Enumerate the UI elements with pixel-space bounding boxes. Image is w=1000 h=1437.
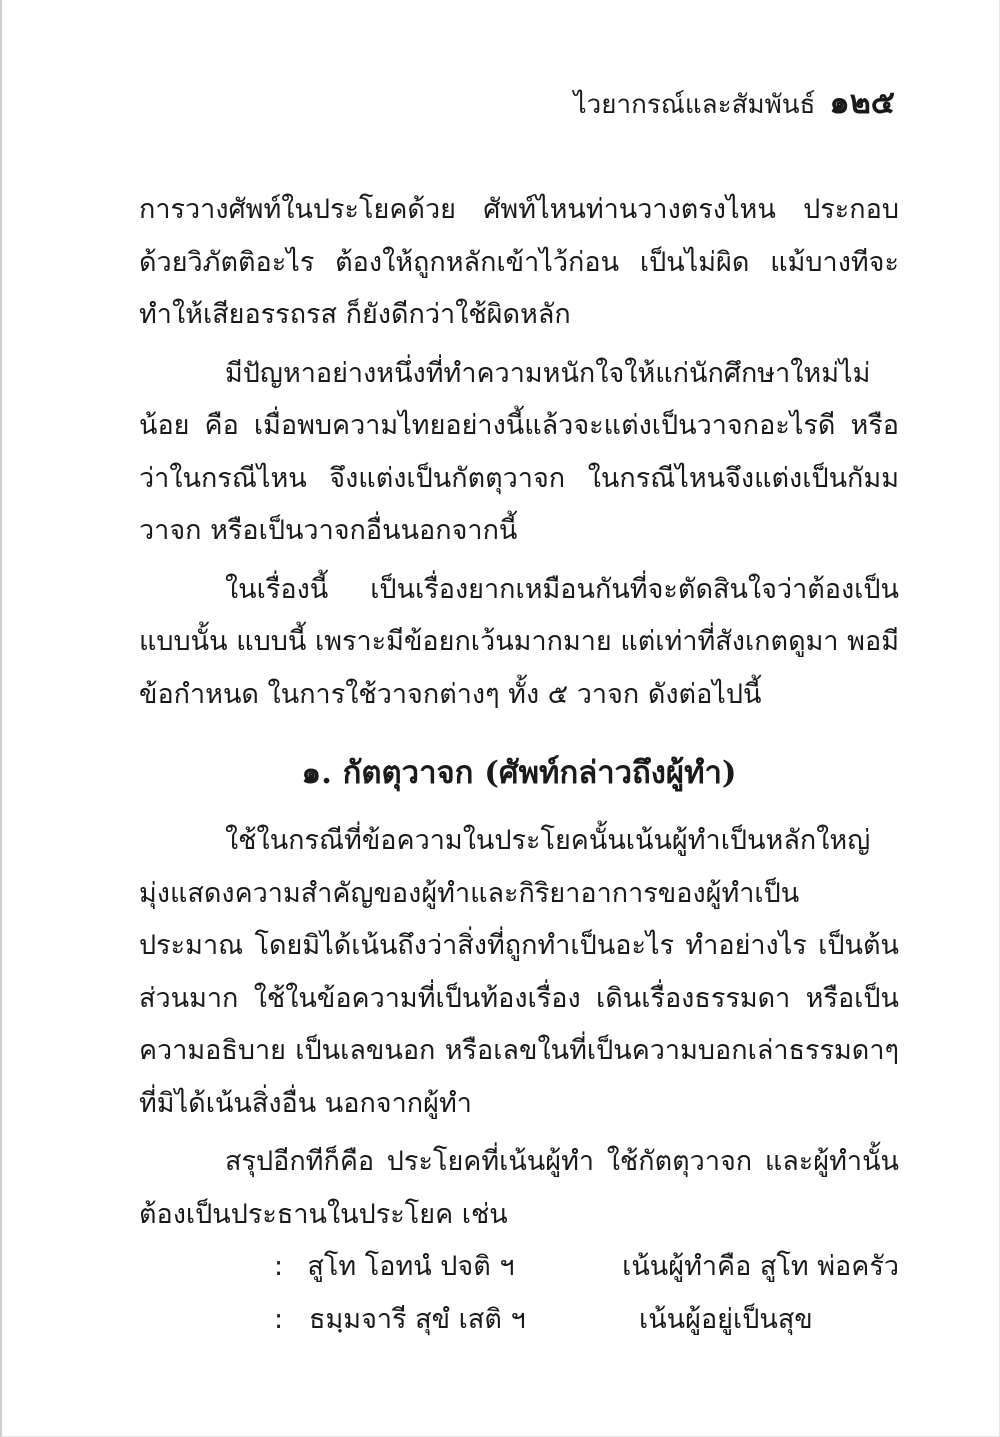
body-text xyxy=(139,184,899,1346)
running-header xyxy=(574,78,895,129)
example-row xyxy=(139,1241,899,1294)
example-marker: : xyxy=(274,1303,284,1335)
example-row xyxy=(139,1294,899,1347)
example-gloss: เน้นผู้อยู่เป็นสุข xyxy=(639,1303,813,1335)
section-paragraph-2: สรุปอีกทีก็คือ ประโยคที่เน้นผู้ทำ ใช้กัตตุวาจก และผู้ทำนั้น ต้องเป็นประธานในประโยค เช่น xyxy=(139,1146,899,1230)
paragraph-3: ในเรื่องนี้ เป็นเรื่องยากเหมือนกันที่จะตัดสินใจว่าต้องเป็นแบบนั้น แบบนี้ เพราะมีข้อยกเว้นมากมาย แต่เท่าที่สังเกตดูมา พอมีข้อกำหนด ในการใช้วาจกต่างๆ ทั้ง ๕ วาจก ดังต่อไปนี้ xyxy=(139,573,899,710)
page-number: ๑๒๕ xyxy=(829,83,895,121)
section-heading: ๑. กัตตุวาจก (ศัพท์กล่าวถึงผู้ทำ) xyxy=(301,755,737,791)
paragraph-1: การวางศัพท์ในประโยคด้วย ศัพท์ไหนท่านวางตรงไหน ประกอบด้วยวิภัตติอะไร ต้องให้ถูกหลักเข้าไว้ก่อน เป็นไม่ผิด แม้บางทีจะทำให้เสียอรรถรส ก็ยังดีกว่าใช้ผิดหลัก xyxy=(139,194,899,330)
example-pali: ธมฺมจารี สุขํ เสติ ฯ xyxy=(309,1303,526,1335)
book-title: ไวยากรณ์และสัมพันธ์ xyxy=(573,90,816,120)
example-pali: สูโท โอทนํ ปจติ ฯ xyxy=(307,1251,515,1282)
paragraph-2: มีปัญหาอย่างหนึ่งที่ทำความหนักใจให้แก่นักศึกษาใหม่ไม่น้อย คือ เมื่อพบความไทยอย่างนี้แล้วจะแต่งเป็นวาจกอะไรดี หรือว่าในกรณีไหน จึงแต่งเป็นกัตตุวาจก ในกรณีไหนจึงแต่งเป็นกัมมวาจก หรือเป็นวาจกอื่นนอกจากนี้ xyxy=(139,357,899,546)
section-paragraph-1: ใช้ในกรณีที่ข้อความในประโยคนั้นเน้นผู้ทำเป็นหลักใหญ่ มุ่งแสดงความสำคัญของผู้ทำและกิริยาอาการของผู้ทำเป็นประมาณ โดยมิได้เน้นถึงว่าสิ่งที่ถูกทำเป็นอะไร ทำอย่างไร เป็นต้น ส่วนมาก ใช้ในข้อความที่เป็นท้องเรื่อง เดินเรื่องธรรมดา หรือเป็นความอธิบาย เป็นเลขนอก หรือเลขในที่เป็นความบอกเล่าธรรมดาๆ ที่มิได้เน้นสิ่งอื่น นอกจากผู้ทำ xyxy=(139,825,899,1119)
example-gloss: เน้นผู้ทำคือ สูโท พ่อครัว xyxy=(622,1251,899,1282)
example-marker: : xyxy=(274,1251,284,1282)
